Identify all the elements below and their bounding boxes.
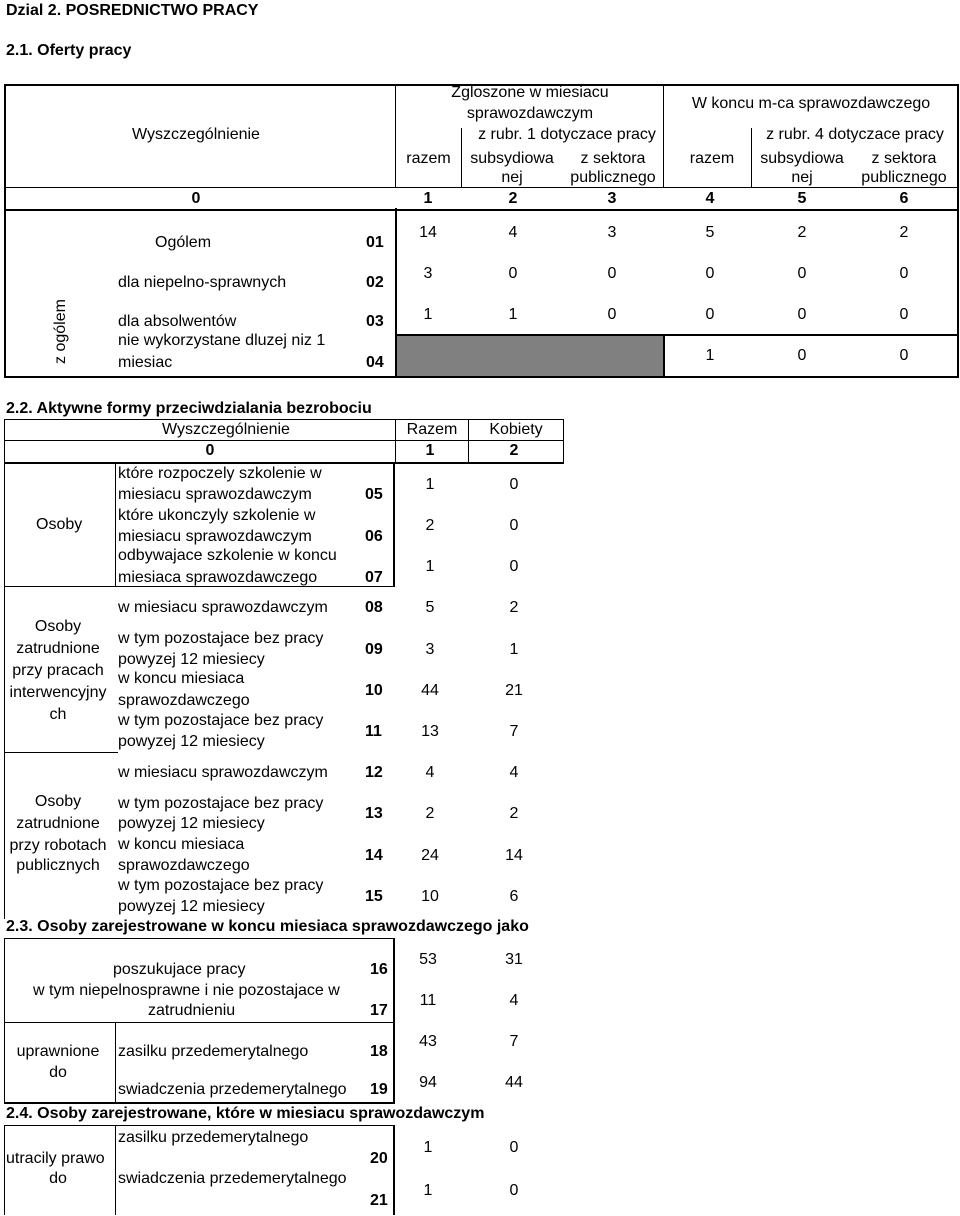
t21-header-z-rubr-1: z rubr. 1 dotyczace pracy xyxy=(478,126,656,143)
t21-header-zgloszone-2: sprawozdawczym xyxy=(466,105,594,122)
t21-header-z-sektora-b: z sektora xyxy=(871,150,937,167)
t21-cell: 14 xyxy=(419,224,437,241)
t21-colnum: 6 xyxy=(899,190,909,207)
t21-cell: 0 xyxy=(797,347,807,364)
t21-colnum: 2 xyxy=(508,190,518,207)
subsection-title-2-4: 2.4. Osoby zarejestrowane, które w miesiacu sprawozdawczym xyxy=(6,1105,485,1122)
t21-row-label: miesiac xyxy=(118,354,173,371)
t22-header-wyszczegolnienie: Wyszczególnienie xyxy=(162,421,290,438)
t21-header-w-koncu: W koncu m-ca sprawozdawczego xyxy=(691,95,931,112)
t21-header-zgloszone: Zgloszone w miesiacu xyxy=(451,84,609,101)
t21-cell: 0 xyxy=(705,306,715,323)
t21-header-razem-2: razem xyxy=(689,150,735,167)
t21-header-wyszczegolnienie: Wyszczególnienie xyxy=(132,126,260,143)
t23-group-uprawnione: uprawnione xyxy=(16,1043,100,1060)
t21-row-label: dla absolwentów xyxy=(118,313,237,330)
t21-cell: 1 xyxy=(508,306,518,323)
t21-colnum: 5 xyxy=(797,190,807,207)
t21-cell: 0 xyxy=(607,306,617,323)
t21-cell: 0 xyxy=(797,306,807,323)
t22-group-osoby: Osoby xyxy=(36,516,83,533)
t21-cell: 0 xyxy=(899,347,909,364)
t22-colnum: 1 xyxy=(425,442,435,459)
t22-header-kobiety: Kobiety xyxy=(489,421,543,438)
t21-cell: 0 xyxy=(705,265,715,282)
t21-colnum: 0 xyxy=(191,190,201,207)
t21-colnum: 1 xyxy=(423,190,433,207)
t21-header-subsydiowanej-b: subsydiowa xyxy=(760,150,844,167)
t21-cell: 0 xyxy=(899,306,909,323)
section-title: Dzial 2. POSREDNICTWO PRACY xyxy=(6,2,259,19)
t21-cell: 0 xyxy=(797,265,807,282)
t21-header-z-sektora-b-2: publicznego xyxy=(861,169,947,186)
t21-colnum: 4 xyxy=(705,190,715,207)
t21-header-razem: razem xyxy=(406,150,451,167)
t21-cell: 0 xyxy=(899,265,909,282)
t21-row-label: dla niepelno-sprawnych xyxy=(118,274,287,291)
subsection-title-2-1: 2.1. Oferty pracy xyxy=(6,42,132,59)
t21-cell: 5 xyxy=(705,224,715,241)
t21-row-code: 03 xyxy=(366,313,384,330)
t21-cell: 3 xyxy=(607,224,617,241)
t21-cell: 1 xyxy=(705,347,715,364)
t21-row-label: nie wykorzystane dluzej niz 1 xyxy=(118,332,326,349)
t23-group-uprawnione-do: do xyxy=(49,1064,67,1081)
t21-z-ogolem-label: z ogólem xyxy=(52,299,69,364)
t21-row-label: Ogólem xyxy=(155,234,212,251)
t21-cell: 3 xyxy=(423,265,433,282)
t22-header-razem: Razem xyxy=(406,421,458,438)
t21-header-subsydiowanej: subsydiowa xyxy=(470,150,554,167)
subsection-title-2-2: 2.2. Aktywne formy przeciwdzialania bezrobociu xyxy=(6,400,372,417)
t21-row-code: 04 xyxy=(366,354,384,371)
t21-row-code: 01 xyxy=(366,234,384,251)
t24-group-utracily: utracily prawo xyxy=(6,1150,105,1167)
t21-header-subsydiowanej-b-2: nej xyxy=(791,169,813,186)
subsection-title-2-3: 2.3. Osoby zarejestrowane w koncu miesiaca sprawozdawczego jako xyxy=(6,918,529,935)
t21-cell: 0 xyxy=(607,265,617,282)
t21-header-z-sektora-2: publicznego xyxy=(570,169,656,186)
t21-row-code: 02 xyxy=(366,274,384,291)
t21-header-z-sektora: z sektora xyxy=(580,150,646,167)
t24-group-utracily-do: do xyxy=(49,1170,67,1187)
t22-colnum: 2 xyxy=(509,442,519,459)
t21-header-z-rubr-4: z rubr. 4 dotyczace pracy xyxy=(766,126,944,143)
t21-cell: 4 xyxy=(508,224,518,241)
t21-cell: 2 xyxy=(797,224,807,241)
t21-cell: 1 xyxy=(423,306,433,323)
t22-colnum: 0 xyxy=(205,442,215,459)
t21-cell: 0 xyxy=(508,265,518,282)
t21-colnum: 3 xyxy=(607,190,617,207)
t21-cell: 2 xyxy=(899,224,909,241)
t21-header-subsydiowanej-2: nej xyxy=(501,169,523,186)
